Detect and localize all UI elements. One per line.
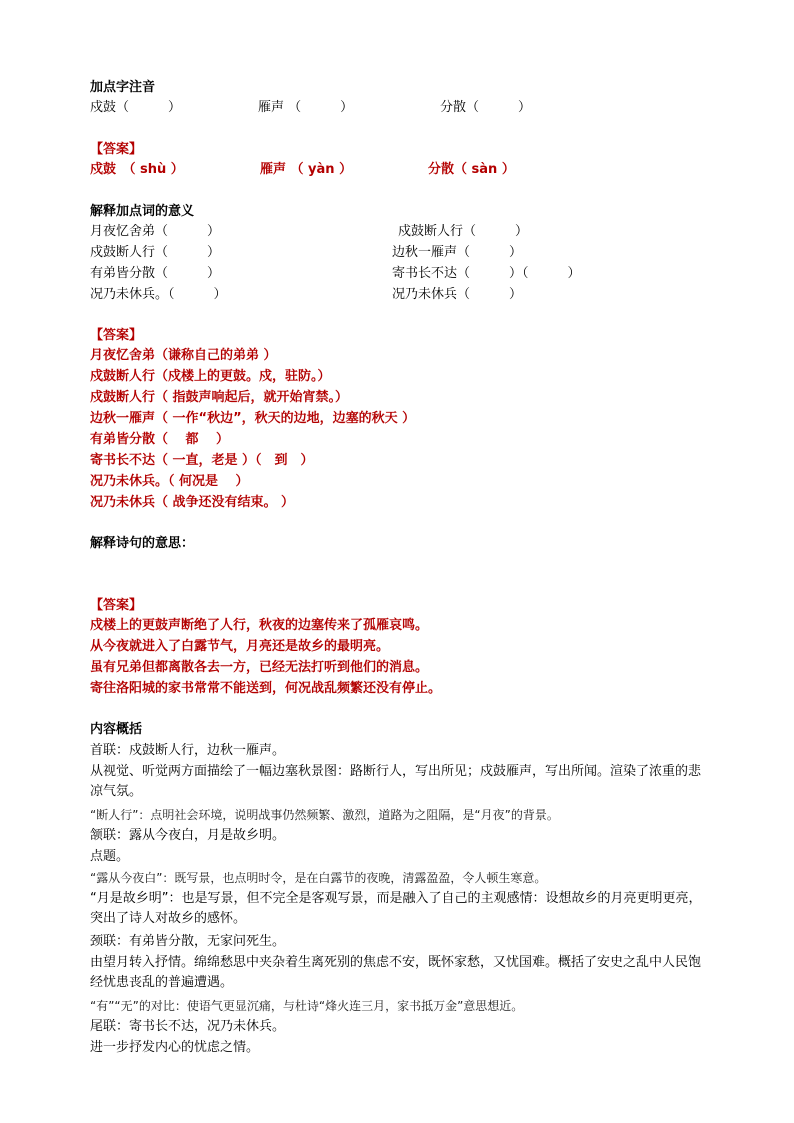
meaning-section-title: 解释加点词的意义 — [90, 204, 195, 219]
pinyin-item: 分散（ ） — [440, 100, 532, 115]
meaning-answer: 戍鼓断人行（戍楼上的更鼓。戍，驻防。） — [90, 369, 331, 384]
meaning-item-right: 况乃未休兵（ ） — [392, 287, 523, 302]
pinyin-item: 戍鼓（ ） — [90, 100, 182, 115]
meaning-answer: 况乃未休兵。（ 何况是 ） — [90, 474, 249, 489]
sentence-answer-label: 【答案】 — [90, 598, 143, 613]
pinyin-answer: 分散（ sàn ） — [428, 162, 515, 177]
meaning-answer: 月夜忆舍弟（谦称自己的弟弟 ） — [90, 348, 277, 363]
meaning-answer: 戍鼓断人行（ 指鼓声响起后，就开始宵禁。） — [90, 390, 349, 405]
meaning-item-right: 边秋一雁声（ ） — [392, 245, 523, 260]
meaning-answer: 寄书长不达（ 一直，老是 ）（ 到 ） — [90, 453, 314, 468]
summary-line: 尾联：寄书长不达，况乃未休兵。 — [90, 1019, 286, 1034]
sentence-section-title: 解释诗句的意思： — [90, 536, 195, 551]
meaning-answer: 边秋一雁声（ 一作“秋边”，秋天的边地，边塞的秋天 ） — [90, 411, 416, 426]
pinyin-answer: 雁声 （ yàn ） — [260, 162, 353, 177]
pinyin-item: 雁声 （ ） — [258, 100, 354, 115]
meaning-answer: 有弟皆分散（ 都 ） — [90, 432, 230, 447]
summary-line: “有”“无”的对比：使语气更显沉痛，与杜诗“烽火连三月，家书抵万金”意思想近。 — [90, 999, 524, 1013]
summary-section-title: 内容概括 — [90, 722, 143, 737]
summary-line: 由望月转入抒情。绵绵愁思中夹杂着生离死别的焦虑不安，既怀家愁，又忧国难。概括了安史之乱中人民饱经忧患丧乱的普遍遭遇。 — [90, 955, 702, 990]
meaning-item-right: 寄书长不达（ ）（ ） — [392, 266, 581, 281]
summary-line: 从视觉、听觉两方面描绘了一幅边塞秋景图：路断行人，写出所见；戍鼓雁声，写出所闻。渲染了浓重的悲凉气氛。 — [90, 764, 702, 799]
summary-line: 首联：戍鼓断人行，边秋一雁声。 — [90, 743, 286, 758]
meaning-item-left: 戍鼓断人行（ ） — [90, 245, 221, 260]
meaning-item-left: 有弟皆分散（ ） — [90, 266, 221, 281]
summary-line: 点题。 — [90, 849, 130, 864]
sentence-answer: 从今夜就进入了白露节气，月亮还是故乡的最明亮。 — [90, 639, 390, 654]
summary-line: 进一步抒发内心的忧虑之情。 — [90, 1040, 260, 1055]
sentence-answer: 寄往洛阳城的家书常常不能送到，何况战乱频繁还没有停止。 — [90, 681, 442, 696]
summary-line: 颈联：有弟皆分散，无家问死生。 — [90, 934, 286, 949]
pinyin-section-title: 加点字注音 — [90, 80, 156, 95]
sentence-answer: 戍楼上的更鼓声断绝了人行，秋夜的边塞传来了孤雁哀鸣。 — [90, 618, 429, 633]
meaning-item-right: 戍鼓断人行（ ） — [398, 224, 529, 239]
pinyin-answer: 戍鼓 （ shù ） — [90, 162, 184, 177]
sentence-answer: 虽有兄弟但都离散各去一方，已经无法打听到他们的消息。 — [90, 660, 429, 675]
summary-line: 颔联：露从今夜白，月是故乡明。 — [90, 828, 286, 843]
summary-line: “月是故乡明”：也是写景，但不完全是客观写景，而是融入了自己的主观感情：设想故乡的月亮更明更亮，突出了诗人对故乡的感怀。 — [90, 891, 702, 926]
meaning-item-left: 月夜忆舍弟（ ） — [90, 224, 221, 239]
summary-line: “断人行”：点明社会环境，说明战事仍然频繁、激烈，道路为之阻隔，是“月夜”的背景。 — [90, 808, 559, 822]
meaning-item-left: 况乃未休兵。（ ） — [90, 287, 227, 302]
meaning-answer: 况乃未休兵（ 战争还没有结束。 ） — [90, 495, 295, 510]
summary-line: “露从今夜白”：既写景，也点明时令，是在白露节的夜晚，清露盈盈，令人顿生寒意。 — [90, 871, 547, 885]
meaning-answer-label: 【答案】 — [90, 328, 143, 343]
pinyin-answer-label: 【答案】 — [90, 142, 143, 157]
